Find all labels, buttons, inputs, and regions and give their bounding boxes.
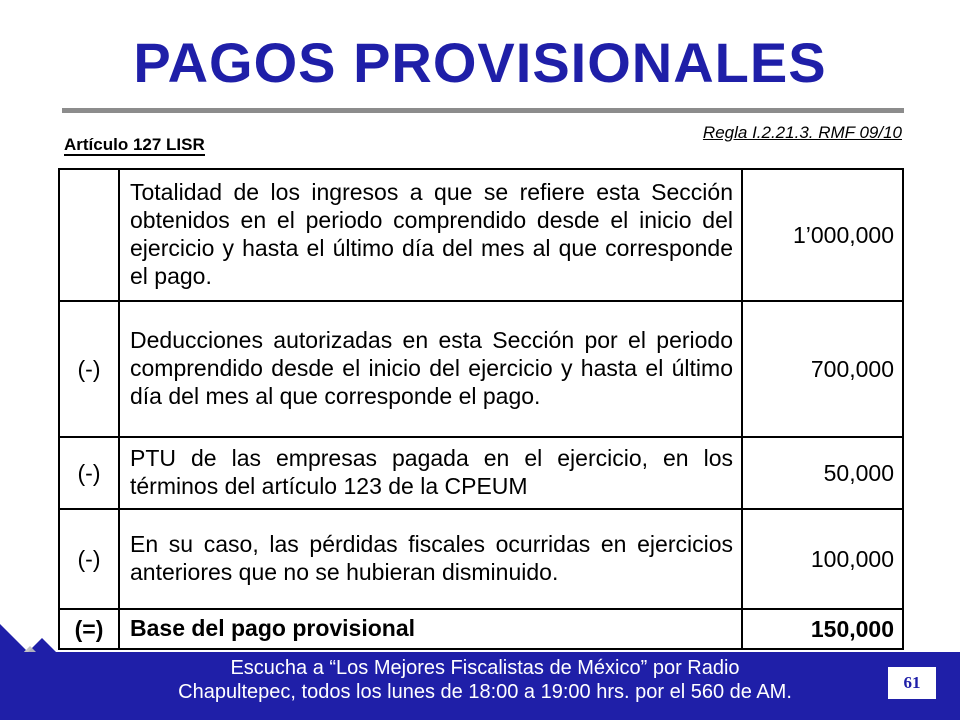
row-description: PTU de las empresas pagada en el ejercicio, en los términos del artículo 123 de la CPEUM bbox=[119, 437, 742, 509]
table-row bbox=[59, 169, 903, 301]
total-sign: (=) bbox=[59, 609, 119, 649]
row-amount: 50,000 bbox=[742, 437, 903, 509]
table-row bbox=[59, 509, 903, 609]
row-sign: (-) bbox=[59, 301, 119, 437]
row-amount: 700,000 bbox=[742, 301, 903, 437]
row-sign bbox=[59, 169, 119, 301]
footer-line-2: Chapultepec, todos los lunes de 18:00 a 19:00 hrs. por el 560 de AM. bbox=[178, 681, 792, 703]
row-description: Deducciones autorizadas en esta Sección por el periodo comprendido desde el inicio del ejercicio y hasta el último día del mes al que corresponde el pago. bbox=[119, 301, 742, 437]
row-sign: (-) bbox=[59, 509, 119, 609]
calculation-table bbox=[58, 168, 904, 650]
row-description: Totalidad de los ingresos a que se refiere esta Sección obtenidos en el periodo comprendido desde el inicio del ejercicio y hasta el último día del mes al que corresponde el pago. bbox=[119, 169, 742, 301]
row-amount: 1’000,000 bbox=[742, 169, 903, 301]
rule-reference: Regla I.2.21.3. RMF 09/10 bbox=[702, 123, 902, 142]
title-divider bbox=[62, 108, 904, 113]
total-row bbox=[59, 609, 903, 649]
table-row bbox=[59, 301, 903, 437]
total-amount: 150,000 bbox=[742, 609, 903, 649]
page-number: 61 bbox=[887, 666, 937, 700]
total-description: Base del pago provisional bbox=[119, 609, 742, 649]
row-amount: 100,000 bbox=[742, 509, 903, 609]
page-title: PAGOS PROVISIONALES bbox=[133, 31, 827, 94]
row-description: En su caso, las pérdidas fiscales ocurridas en ejercicios anteriores que no se hubieran disminuido. bbox=[119, 509, 742, 609]
footer-line-1: Escucha a “Los Mejores Fiscalistas de México” por Radio bbox=[230, 657, 740, 679]
footer-message bbox=[70, 656, 900, 704]
row-sign: (-) bbox=[59, 437, 119, 509]
table-row bbox=[59, 437, 903, 509]
article-reference: Artículo 127 LISR bbox=[64, 135, 205, 154]
